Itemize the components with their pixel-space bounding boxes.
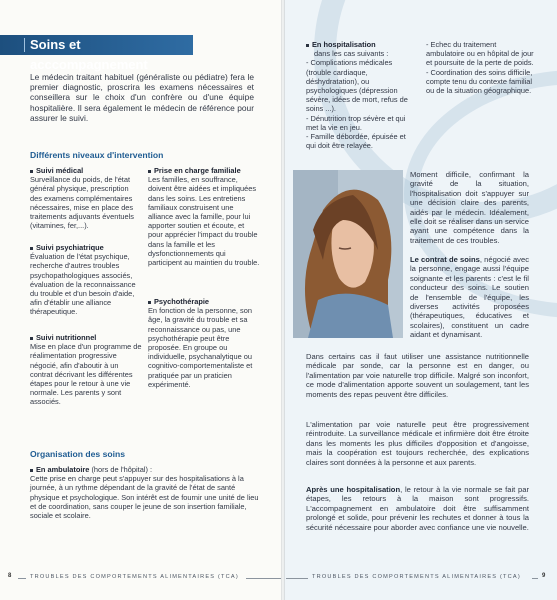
col2-item-1 bbox=[148, 297, 260, 389]
hospitalisation-criteria-right bbox=[426, 40, 534, 95]
intro-paragraph: Le médecin traitant habituel (généraliste ou pédiatre) fera le premier diagnostic, proscrira les examens nécessaires et conseillera sur le choix d'un confrère ou d'une équipe hospitalière. Il sera également le médecin de référence pour assurer le suivi. bbox=[30, 72, 254, 123]
bullet-icon bbox=[148, 301, 151, 304]
paragraph-4: L'alimentation par voie naturelle peut être progressivement réintroduite. La surveillance médicale et infirmière doit être étroite dans les moments les plus difficiles d'opposition et d'angoisse, mais la coopération est toujours recherchée, des explications claires sont données à la personne et aux parents. bbox=[306, 420, 529, 467]
levels-heading: Différents niveaux d'intervention bbox=[30, 150, 164, 160]
item-head: Prise en charge familiale bbox=[154, 166, 241, 175]
bullet-icon bbox=[306, 44, 309, 47]
item-head: Suivi psychiatrique bbox=[36, 243, 104, 252]
item-text: Évaluation de l'état psychique, recherche d'autres troubles psychopathologiques associés, évaluation de la reconnaissance du trouble et d'un besoin d'aide, afin d'établir une alliance thérapeutique. bbox=[30, 252, 136, 317]
footer-left: TROUBLES DES COMPORTEMENTS ALIMENTAIRES (TCA) bbox=[30, 574, 239, 580]
hosp-criteria-1: - Dénutrition trop sévère et qui met la vie en jeu. bbox=[306, 113, 406, 132]
bullet-icon bbox=[30, 247, 33, 250]
girl-photo bbox=[293, 170, 403, 338]
footer-rule bbox=[246, 578, 282, 579]
hosp-head: En hospitalisation bbox=[312, 40, 376, 49]
page-fold bbox=[281, 0, 285, 600]
ambulatoire-head: En ambulatoire bbox=[36, 465, 90, 474]
hosp-criteria-2: - Famille débordée, épuisée et qui doit être relayée. bbox=[306, 132, 406, 151]
col1-item-1 bbox=[30, 243, 142, 317]
item-head: Psychothérapie bbox=[154, 297, 210, 306]
paragraph-2 bbox=[410, 255, 529, 340]
organisation-heading: Organisation des soins bbox=[30, 449, 126, 459]
item-text: Mise en place d'un programme de réalimentation progressive négocié, afin d'aboutir à un contrat décrivant les différentes étapes pour le retour à une vie normale. Les parents y sont associés. bbox=[30, 342, 142, 407]
hosp-criteria-0: - Complications médicales (trouble cardiaque, déshydratation), ou psychologiques (dépression sévère, idées de mort, refus de soins ...). bbox=[306, 58, 408, 114]
paragraph-3: Dans certains cas il faut utiliser une assistance nutritionnelle médicale par sonde, car la personne est en danger, ou l'alimentation par voie naturelle trop difficile. Malgré son inconfort, ce mode d'alimentation apporte souvent un soulagement, tant les moments des repas peuvent être difficiles. bbox=[306, 352, 529, 399]
col2-item-0 bbox=[148, 166, 260, 267]
bullet-icon bbox=[148, 170, 151, 173]
footer-rule bbox=[286, 578, 308, 579]
page-number-left: 8 bbox=[8, 573, 12, 579]
footer-rule bbox=[18, 578, 26, 579]
item-text: En fonction de la personne, son âge, la gravité du trouble et sa reconnaissance ou pas, une psychothérapie peut être proposée. En groupe ou individuelle, psychanalytique ou cognitivo-comportementaliste et pratiquée par un praticien expérimenté. bbox=[148, 306, 253, 389]
item-text: Surveillance du poids, de l'état général physique, prescription des examens complémentaires nécessaires, mise en place des traitements adjuvants éventuels (vitamines, fer,...). bbox=[30, 175, 134, 231]
footer-right: TROUBLES DES COMPORTEMENTS ALIMENTAIRES (TCA) bbox=[312, 574, 521, 580]
item-text: Les familles, en souffrance, doivent être aidées et impliquées dans les soins. Les entretiens familiaux construisent une alliance avec la famille, pour lui apporter soutien et écoute, et pour apprécier l'impact du trouble dans la famille et les dysfonctionnements qui participent au maintien du trouble. bbox=[148, 175, 260, 268]
section-title: Soins et acccompagnement bbox=[0, 35, 193, 55]
p2-text: , négocié avec la personne, engage aussi l'équipe soignante et les parents : c'est le fil conducteur des soins. Le soutien de l'ensemble de l'équipe, les diverses activités proposées (thérapeutiques, éducatives et scolaires), constituent un cadre aidant et dynamisant. bbox=[410, 255, 529, 340]
ambulatoire-text: Cette prise en charge peut s'appuyer sur des hospitalisations à la journée, à un rythme dépendant de la gravité de l'état de santé physique et psychologique. Son intérêt est de fournir une unité de lieu et de coordination, sans couper le jeune de son insertion familiale, sociale et scolaire. bbox=[30, 474, 259, 521]
hospitalisation-block bbox=[306, 40, 416, 150]
paragraph-1: Moment difficile, confirmant la gravité de la situation, l'hospitalisation doit s'appuyer sur une décision claire des parents, aidés par le médecin. Idéalement, elle doit se réaliser dans un service ayant une compétence dans la traitement de ces troubles. bbox=[410, 170, 529, 245]
bullet-icon bbox=[30, 170, 33, 173]
paragraph-5 bbox=[306, 485, 529, 532]
bullet-icon bbox=[30, 337, 33, 340]
hosp-criteria-4: - Coordination des soins difficile, compte tenu du contexte familial ou de la situation géographique. bbox=[426, 67, 533, 96]
col1-item-0 bbox=[30, 166, 142, 230]
item-head: Suivi nutritionnel bbox=[36, 333, 97, 342]
hosp-sub: dans les cas suivants : bbox=[314, 49, 389, 59]
girl-photo-illustration bbox=[293, 170, 403, 338]
col1-item-2 bbox=[30, 333, 142, 407]
p5-text: , le retour à la vie normale se fait par étapes, les retours à la maison sont progressifs. L'accompagnement en ambulatoire doit être suffisamment prolongé et solide, pour prévenir les rechutes et donner à tous la sécurité nécessaire pour aborder avec confiance une vie nouvelle. bbox=[306, 485, 530, 532]
ambulatoire-sub: (hors de l'hôpital) : bbox=[89, 465, 153, 474]
ambulatoire-block bbox=[30, 465, 264, 520]
page-number-right: 9 bbox=[542, 573, 546, 579]
footer-rule bbox=[532, 578, 538, 579]
p2-lead: Le contrat de soins bbox=[410, 255, 480, 264]
bullet-icon bbox=[30, 469, 33, 472]
p5-lead: Après une hospitalisation bbox=[306, 485, 401, 494]
hosp-criteria-3: - Echec du traitement ambulatoire ou en hôpital de jour et poursuite de la perte de poids. bbox=[426, 40, 534, 68]
item-head: Suivi médical bbox=[36, 166, 84, 175]
